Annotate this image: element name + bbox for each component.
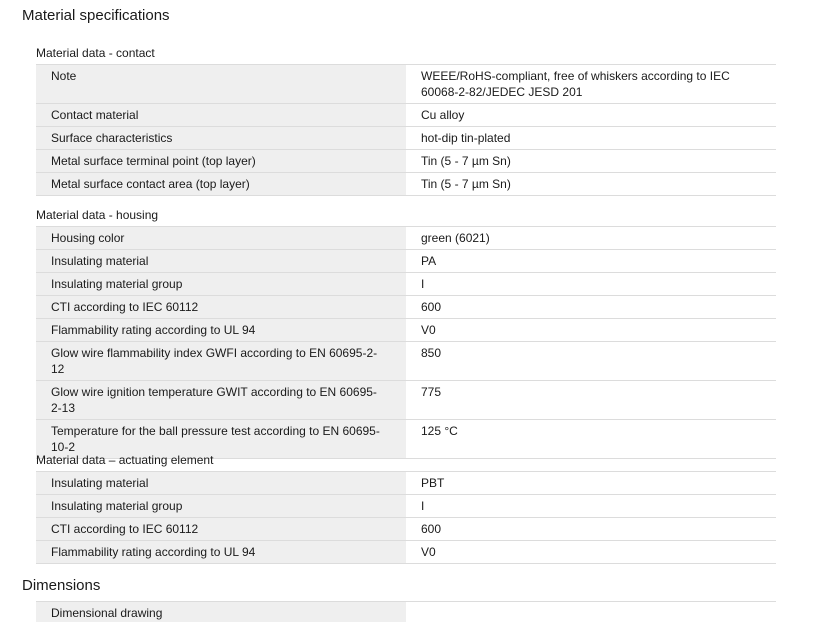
row-value: 125 °C (406, 420, 776, 459)
row-label: Insulating material (36, 250, 406, 273)
table-row (36, 319, 776, 342)
row-value: V0 (406, 541, 776, 564)
row-value: Tin (5 - 7 µm Sn) (406, 150, 776, 173)
row-value: Tin (5 - 7 µm Sn) (406, 173, 776, 196)
table-row (36, 296, 776, 319)
material-specifications-title: Material specifications (22, 7, 170, 24)
row-value (406, 602, 776, 622)
row-label: Note (36, 65, 406, 104)
row-label: Housing color (36, 227, 406, 250)
row-label: Insulating material group (36, 273, 406, 296)
row-label: Insulating material group (36, 495, 406, 518)
table-row (36, 541, 776, 564)
table-row (36, 602, 776, 622)
dimensions-table (36, 601, 776, 622)
row-value: hot-dip tin-plated (406, 127, 776, 150)
row-label: Glow wire ignition temperature GWIT according to EN 60695-2-13 (36, 381, 406, 420)
table-row (36, 227, 776, 250)
table-row (36, 173, 776, 196)
table-row (36, 65, 776, 104)
housing-group-title: Material data - housing (36, 208, 159, 222)
contact-table (36, 64, 776, 196)
table-row (36, 495, 776, 518)
row-value: V0 (406, 319, 776, 342)
row-label: Metal surface terminal point (top layer) (36, 150, 406, 173)
row-label: Temperature for the ball pressure test according to EN 60695-10-2 (36, 420, 406, 459)
table-row (36, 273, 776, 296)
row-label: Insulating material (36, 472, 406, 495)
housing-table (36, 226, 776, 459)
table-row (36, 104, 776, 127)
row-value: Cu alloy (406, 104, 776, 127)
actuating-table (36, 471, 776, 564)
dimensions-title: Dimensions (22, 577, 101, 594)
row-value: 850 (406, 342, 776, 381)
row-label: Flammability rating according to UL 94 (36, 541, 406, 564)
actuating-group-title: Material data – actuating element (36, 453, 214, 467)
row-value: I (406, 273, 776, 296)
row-label: CTI according to IEC 60112 (36, 296, 406, 319)
table-row (36, 381, 776, 420)
row-value: 775 (406, 381, 776, 420)
row-value: I (406, 495, 776, 518)
row-value: 600 (406, 518, 776, 541)
row-value: PA (406, 250, 776, 273)
row-label: Flammability rating according to UL 94 (36, 319, 406, 342)
table-row (36, 250, 776, 273)
row-label: CTI according to IEC 60112 (36, 518, 406, 541)
contact-group-title: Material data - contact (36, 46, 155, 60)
row-value: 600 (406, 296, 776, 319)
row-label: Surface characteristics (36, 127, 406, 150)
table-row (36, 150, 776, 173)
table-row (36, 342, 776, 381)
row-label: Metal surface contact area (top layer) (36, 173, 406, 196)
row-label: Contact material (36, 104, 406, 127)
row-label: Dimensional drawing (36, 602, 406, 622)
table-row (36, 518, 776, 541)
table-row (36, 127, 776, 150)
row-value: WEEE/RoHS-compliant, free of whiskers according to IEC 60068-2-82/JEDEC JESD 201 (406, 65, 776, 104)
table-row (36, 472, 776, 495)
row-value: PBT (406, 472, 776, 495)
row-value: green (6021) (406, 227, 776, 250)
row-label: Glow wire flammability index GWFI according to EN 60695-2-12 (36, 342, 406, 381)
